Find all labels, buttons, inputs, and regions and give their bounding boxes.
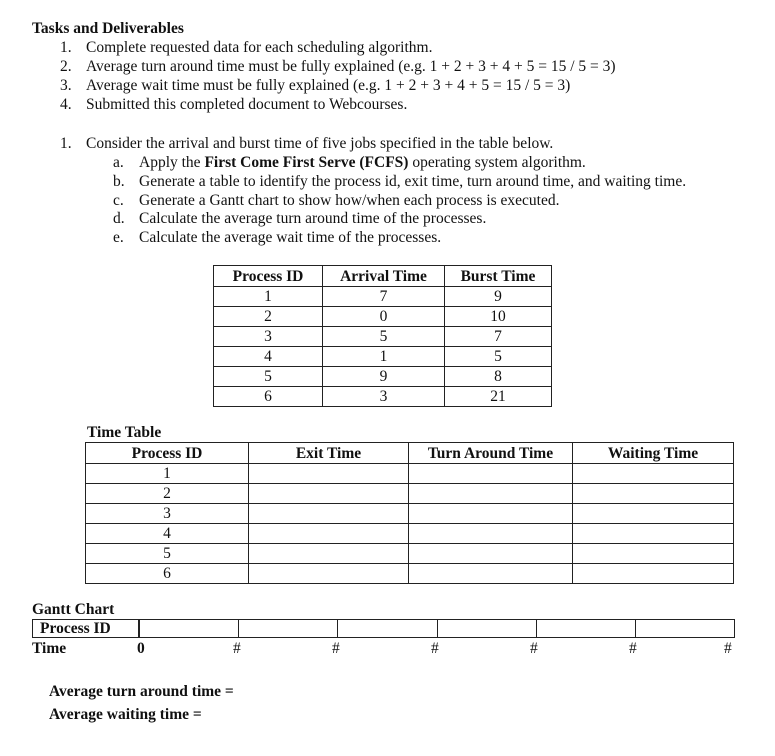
cell-exit-time[interactable] — [249, 504, 409, 524]
subtask-c — [113, 192, 560, 210]
column-header-arrival-time: Arrival Time — [323, 266, 445, 287]
subtask-b — [113, 173, 686, 191]
table-row — [214, 367, 552, 387]
question-number: 1. — [60, 135, 72, 152]
gantt-slots — [139, 619, 735, 638]
table-header-row — [214, 266, 552, 287]
table-row — [214, 287, 552, 307]
cell-arrival-time: 7 — [323, 287, 445, 307]
cell-process-id: 6 — [214, 387, 323, 407]
cell-waiting-time[interactable] — [573, 544, 734, 564]
cell-turnaround-time[interactable] — [409, 484, 573, 504]
gantt-time-label: Time — [32, 640, 67, 657]
subtask-a — [113, 154, 586, 172]
gantt-slot[interactable] — [636, 620, 734, 637]
average-waiting-label: Average waiting time = — [49, 706, 202, 723]
column-header-turnaround-time: Turn Around Time — [409, 443, 573, 464]
gantt-time-tick: # — [629, 640, 637, 657]
gantt-slot[interactable] — [438, 620, 537, 637]
subtask-text: Calculate the average wait time of the processes. — [139, 229, 442, 246]
gantt-row-label: Process ID — [32, 619, 139, 638]
cell-process-id: 3 — [214, 327, 323, 347]
table-row — [86, 564, 734, 584]
table-row — [86, 484, 734, 504]
gantt-slot[interactable] — [338, 620, 437, 637]
subtask-text: Calculate the average turn around time of the processes. — [139, 210, 487, 227]
subtask-a-pre: Apply the — [139, 154, 205, 171]
deliverable-number: 1. — [60, 39, 72, 56]
subtask-d — [113, 210, 486, 228]
subtask-e — [113, 229, 441, 247]
cell-waiting-time[interactable] — [573, 484, 734, 504]
subtask-label: a. — [113, 154, 124, 171]
section-title: Tasks and Deliverables — [32, 20, 184, 37]
cell-burst-time: 9 — [445, 287, 552, 307]
table-row — [86, 464, 734, 484]
time-table — [85, 442, 734, 584]
deliverable-text: Submitted this completed document to Webcourses. — [86, 96, 408, 113]
cell-turnaround-time[interactable] — [409, 524, 573, 544]
cell-process-id: 4 — [214, 347, 323, 367]
gantt-time-tick: # — [724, 640, 732, 657]
gantt-slot[interactable] — [239, 620, 338, 637]
question-item — [60, 135, 553, 153]
cell-waiting-time[interactable] — [573, 564, 734, 584]
table-row — [86, 544, 734, 564]
deliverable-number: 4. — [60, 96, 72, 113]
deliverable-item — [60, 39, 432, 57]
column-header-exit-time: Exit Time — [249, 443, 409, 464]
gantt-time-tick: 0 — [137, 640, 145, 657]
table-header-row — [86, 443, 734, 464]
arrival-burst-table — [213, 265, 552, 407]
table-row — [214, 347, 552, 367]
question-text: Consider the arrival and burst time of five jobs specified in the table below. — [86, 135, 554, 152]
cell-process-id: 2 — [86, 484, 249, 504]
algorithm-name: First Come First Serve (FCFS) — [204, 154, 409, 171]
gantt-chart — [32, 619, 735, 639]
deliverable-number: 2. — [60, 58, 72, 75]
table-row — [86, 504, 734, 524]
deliverable-text: Complete requested data for each scheduling algorithm. — [86, 39, 433, 56]
deliverable-text: Average turn around time must be fully explained (e.g. 1 + 2 + 3 + 4 + 5 = 15 / 5 = 3) — [86, 58, 616, 75]
cell-burst-time: 5 — [445, 347, 552, 367]
cell-process-id: 1 — [214, 287, 323, 307]
subtask-label: e. — [113, 229, 124, 246]
cell-arrival-time: 0 — [323, 307, 445, 327]
cell-burst-time: 8 — [445, 367, 552, 387]
cell-waiting-time[interactable] — [573, 504, 734, 524]
cell-burst-time: 7 — [445, 327, 552, 347]
cell-process-id: 5 — [214, 367, 323, 387]
cell-turnaround-time[interactable] — [409, 564, 573, 584]
cell-arrival-time: 9 — [323, 367, 445, 387]
cell-burst-time: 21 — [445, 387, 552, 407]
cell-exit-time[interactable] — [249, 464, 409, 484]
cell-turnaround-time[interactable] — [409, 464, 573, 484]
cell-waiting-time[interactable] — [573, 464, 734, 484]
cell-arrival-time: 3 — [323, 387, 445, 407]
cell-process-id: 2 — [214, 307, 323, 327]
subtask-text: Generate a Gantt chart to show how/when each process is executed. — [139, 192, 560, 209]
column-header-process-id: Process ID — [214, 266, 323, 287]
cell-arrival-time: 5 — [323, 327, 445, 347]
column-header-process-id: Process ID — [86, 443, 249, 464]
cell-process-id: 3 — [86, 504, 249, 524]
cell-exit-time[interactable] — [249, 564, 409, 584]
cell-process-id: 5 — [86, 544, 249, 564]
gantt-time-tick: # — [431, 640, 439, 657]
gantt-slot[interactable] — [140, 620, 239, 637]
gantt-time-tick: # — [530, 640, 538, 657]
subtask-label: c. — [113, 192, 124, 209]
time-table-title: Time Table — [87, 424, 162, 441]
deliverable-item — [60, 96, 407, 114]
deliverable-text: Average wait time must be fully explained (e.g. 1 + 2 + 3 + 4 + 5 = 15 / 5 = 3) — [86, 77, 571, 94]
table-row — [86, 524, 734, 544]
cell-burst-time: 10 — [445, 307, 552, 327]
cell-waiting-time[interactable] — [573, 524, 734, 544]
deliverable-number: 3. — [60, 77, 72, 94]
gantt-time-tick: # — [332, 640, 340, 657]
table-row — [214, 307, 552, 327]
cell-exit-time[interactable] — [249, 544, 409, 564]
cell-exit-time[interactable] — [249, 524, 409, 544]
deliverable-item — [60, 77, 570, 95]
cell-process-id: 6 — [86, 564, 249, 584]
cell-exit-time[interactable] — [249, 484, 409, 504]
cell-process-id: 1 — [86, 464, 249, 484]
column-header-burst-time: Burst Time — [445, 266, 552, 287]
table-row — [214, 327, 552, 347]
table-row — [214, 387, 552, 407]
subtask-text: Generate a table to identify the process id, exit time, turn around time, and waiting time. — [139, 173, 687, 190]
gantt-time-tick: # — [233, 640, 241, 657]
cell-arrival-time: 1 — [323, 347, 445, 367]
gantt-slot[interactable] — [537, 620, 636, 637]
subtask-label: b. — [113, 173, 125, 190]
gantt-chart-title: Gantt Chart — [32, 601, 115, 618]
subtask-label: d. — [113, 210, 125, 227]
cell-process-id: 4 — [86, 524, 249, 544]
average-turnaround-label: Average turn around time = — [49, 683, 234, 700]
subtask-a-post: operating system algorithm. — [408, 154, 586, 171]
column-header-waiting-time: Waiting Time — [573, 443, 734, 464]
cell-turnaround-time[interactable] — [409, 544, 573, 564]
cell-turnaround-time[interactable] — [409, 504, 573, 524]
deliverable-item — [60, 58, 616, 76]
